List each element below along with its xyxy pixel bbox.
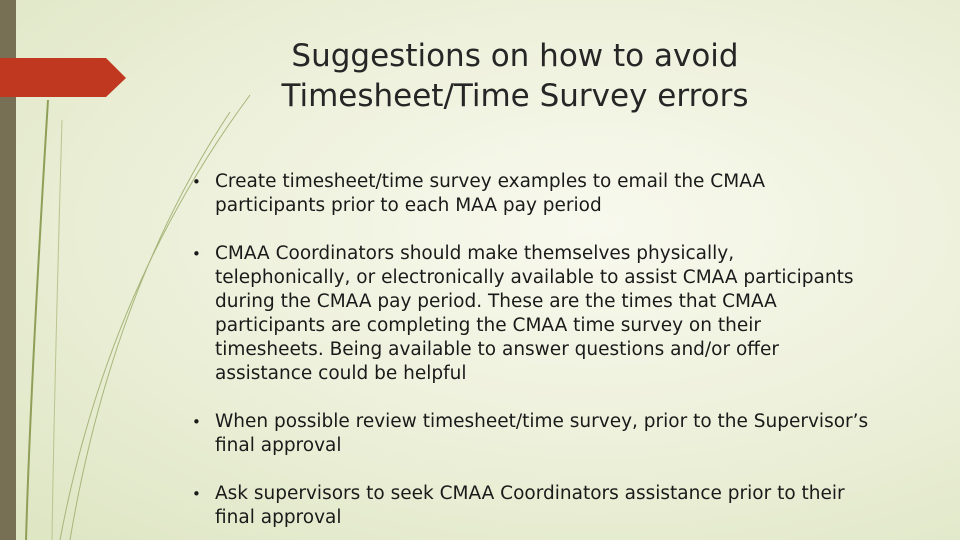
decor-line-1 <box>26 100 48 540</box>
bullet-list <box>192 170 872 530</box>
title-line-1: Suggestions on how to avoid <box>291 38 739 74</box>
bullet-item-3: • When possible review timesheet/time survey, prior to the Supervisor’s final approval <box>192 410 872 458</box>
decor-line-4 <box>52 120 62 540</box>
bullet-item-1: • Create timesheet/time survey examples to email the CMAA participants prior to each MAA pay period <box>192 170 872 218</box>
slide-title <box>250 36 780 116</box>
accent-arrow-shape <box>0 58 126 97</box>
title-line-2: Timesheet/Time Survey errors <box>281 78 749 114</box>
bullet-item-2: • CMAA Coordinators should make themselves physically, telephonically, or electronically available to assist CMAA participants during the CMAA pay period. These are the times that CMAA participants are completing the CMAA time survey on their timesheets. Being available to answer questions and/or offer assistance could be helpful <box>192 242 872 386</box>
bullet-item-4: • Ask supervisors to seek CMAA Coordinators assistance prior to their final approval <box>192 482 872 530</box>
